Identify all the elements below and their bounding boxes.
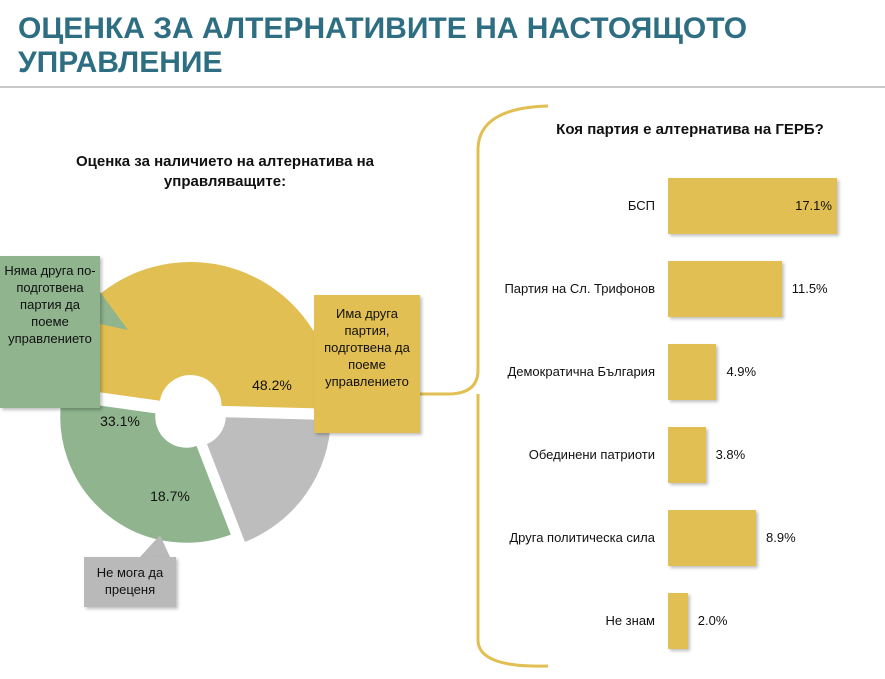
bar-value-label: 8.9% <box>766 530 796 545</box>
donut-chart-title: Оценка за наличието на алтернатива на управляващите: <box>76 153 374 190</box>
bar-value-label: 4.9% <box>726 364 757 379</box>
page-title: ОЦЕНКА ЗА АЛТЕРНАТИВИТЕ НА НАСТОЯЩОТО УПРАВЛЕНИЕ <box>18 12 748 79</box>
slice-value-label-cant: 18.7% <box>150 488 190 504</box>
bar <box>668 427 706 483</box>
bar-value-label: 11.5% <box>791 281 828 296</box>
slice-value-label-no: 33.1% <box>100 413 140 429</box>
bar-value-label: 17.1% <box>795 198 832 213</box>
bar-category-label: Обединени патриоти <box>528 447 655 462</box>
bar-category-label: Партия на Сл. Трифонов <box>504 281 655 296</box>
callout-other-party-ready: Има друга партия, подготвена да поеме управлението <box>314 295 420 433</box>
bar-category-label: Друга политическа сила <box>509 530 655 545</box>
bar-value-label: 3.8% <box>715 447 746 462</box>
bar-category-label: Не знам <box>605 613 655 628</box>
callout-no-other-party: Няма друга по-подготвена партия да поеме управлението <box>0 256 100 408</box>
bar-chart-title: Коя партия е алтернатива на ГЕРБ? <box>556 121 824 138</box>
bar <box>668 593 688 649</box>
bar-category-label: Демократична България <box>507 364 655 379</box>
bracket-connector <box>420 106 548 666</box>
bar <box>668 510 756 566</box>
bar-value-label: 2.0% <box>697 613 728 628</box>
slice-value-label-yes: 48.2% <box>252 377 292 393</box>
bar-category-label: БСП <box>627 198 655 213</box>
bar <box>668 344 716 400</box>
bar <box>668 261 782 317</box>
callout-cannot-judge: Не мога да преценя <box>84 557 176 607</box>
